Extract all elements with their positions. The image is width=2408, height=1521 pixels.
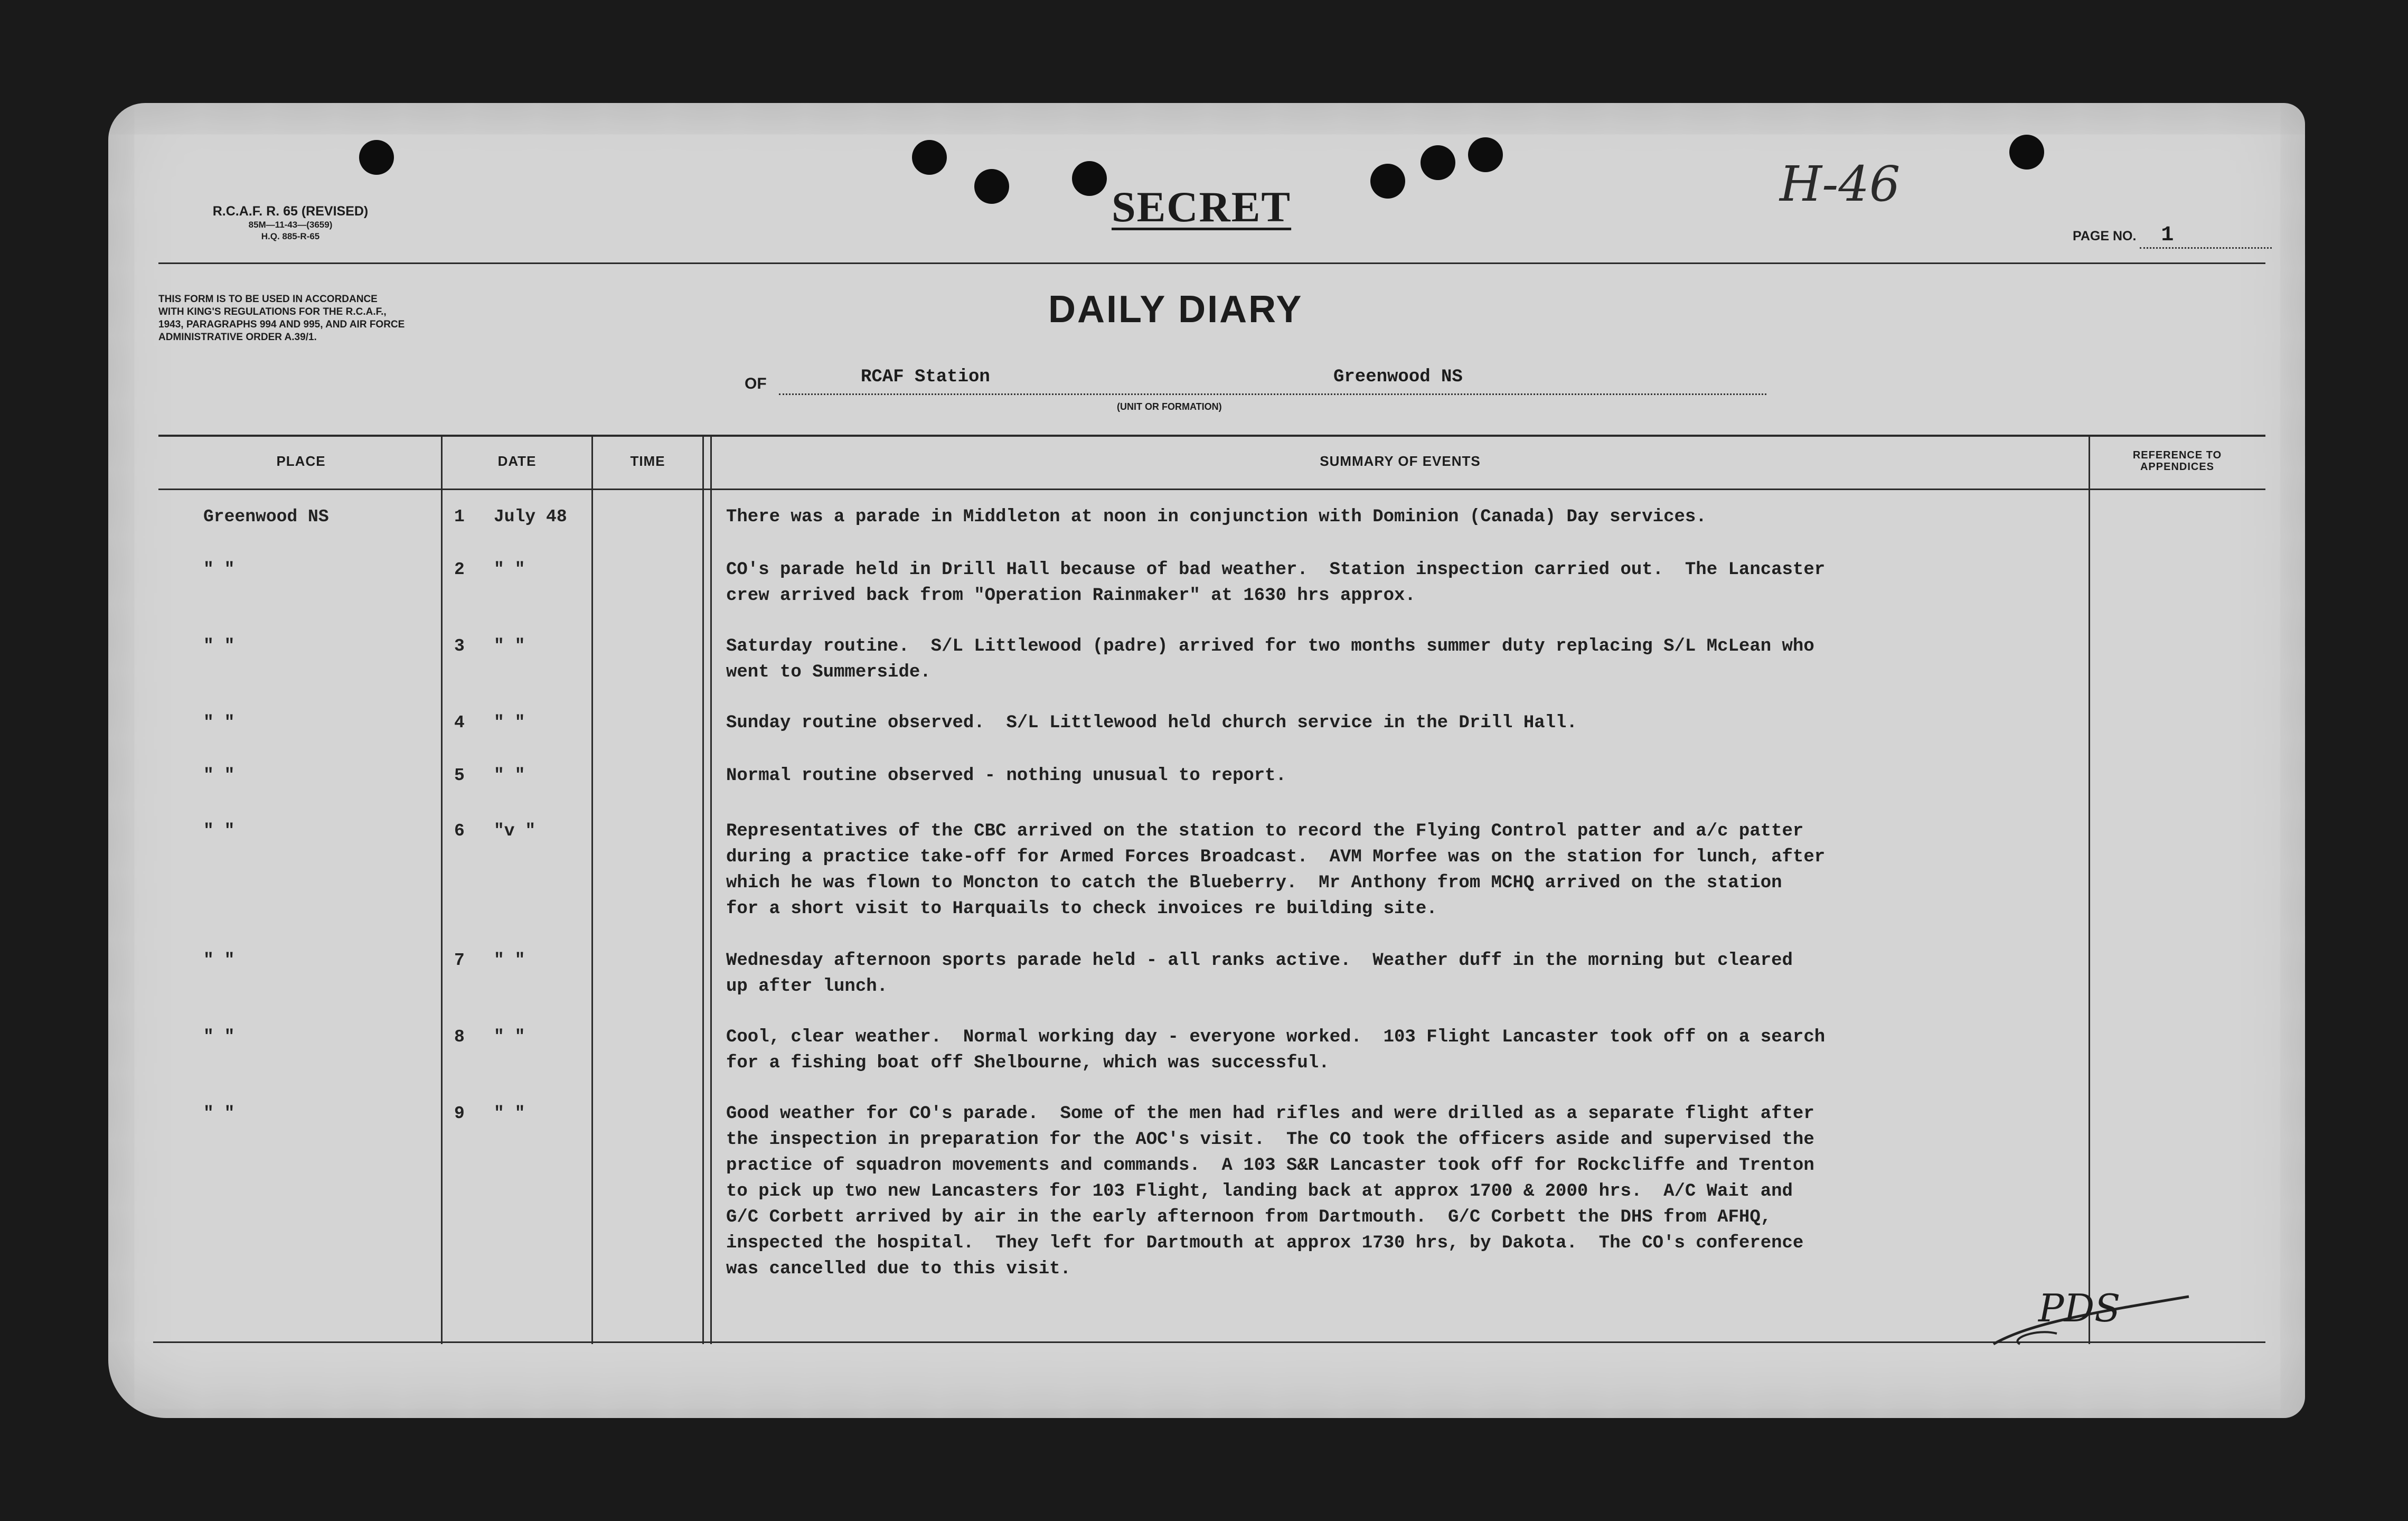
entry-month: "v " [494, 821, 536, 841]
form-title: DAILY DIARY [1048, 288, 1303, 331]
entry-place: " " [203, 766, 235, 785]
diary-form-card [108, 103, 2305, 1418]
entry-day: 9 [454, 1104, 465, 1123]
entry-place: " " [203, 713, 235, 733]
header-reference [2090, 449, 2264, 473]
entry-month: " " [494, 951, 525, 970]
entry-month: " " [494, 560, 525, 579]
unit-location: Greenwood NS [1333, 367, 1463, 387]
entry-month: July 48 [494, 507, 567, 527]
page-number-value: 1 [2140, 223, 2272, 249]
column-divider [591, 436, 593, 1344]
instruction-line: WITH KING'S REGULATIONS FOR THE R.C.A.F., [158, 306, 387, 317]
signature-initials [1988, 1275, 2210, 1355]
entry-place: " " [203, 1104, 235, 1123]
entry-day: 3 [454, 636, 465, 656]
entry-day: 4 [454, 713, 465, 733]
entry-day: 8 [454, 1027, 465, 1047]
entry-month: " " [494, 766, 525, 785]
entry-day: 1 [454, 507, 465, 527]
entry-summary: There was a parade in Middleton at noon in conjunction with Dominion (Canada) Day services. [726, 507, 1707, 527]
entry-summary: Wednesday afternoon sports parade held - all ranks active. Weather duff in the morning but cleared up after lunch. [726, 951, 1793, 997]
punch-hole [1468, 137, 1503, 172]
column-divider [441, 436, 443, 1344]
entry-summary: Good weather for CO's parade. Some of the men had rifles and were drilled as a separate flight after the inspection in preparation for the AOC's visit. The CO took the officers aside and supervised the practice of squadron movements and commands. A 103 S&R Lancaster took off for Rockcliffe and Trenton to pick up two new Lancasters for 103 Flight, landing back at approx 1700 & 2000 hrs. A/C Wait and G/C Corbett arrived by air in the early afternoon from Dartmouth. G/C Corbett the DHS from AFHQ, inspected the hospital. They left for Dartmouth at approx 1730 hrs, by Dakota. The CO's conference was cancelled due to this visit. [726, 1104, 1814, 1279]
entry-month: " " [494, 636, 525, 656]
column-divider [710, 436, 712, 1344]
header-reference-line2: APPENDICES [2140, 461, 2215, 473]
entry-summary: Representatives of the CBC arrived on the station to record the Flying Control patter and a/c patter during a practice take-off for Armed Forces Broadcast. AVM Morfee was on the station for lunch, after which he was flown to Moncton to catch the Blueberry. Mr Anthony from MCHQ arrived on the station for a short visit to Harquails to check invoices re building site. [726, 821, 1826, 919]
entry-summary: Saturday routine. S/L Littlewood (padre) arrived for two months summer duty replacing S/L McLean who went to Summerside. [726, 636, 1814, 682]
entry-place: Greenwood NS [203, 507, 329, 527]
entry-place: " " [203, 560, 235, 579]
punch-hole [359, 140, 394, 175]
signature-text: PDS [2038, 1286, 2121, 1330]
punch-hole [2009, 135, 2044, 170]
header-summary: SUMMARY OF EVENTS [1320, 453, 1481, 469]
table-bottom-rule [153, 1341, 2265, 1343]
unit-dotted-line [779, 393, 1766, 395]
table-header-rule [158, 489, 2265, 490]
instruction-line: 1943, PARAGRAPHS 994 AND 995, AND AIR FORCE [158, 319, 405, 330]
entry-month: " " [494, 713, 525, 733]
form-id-line2: 85M—11-43—(3659) [248, 220, 333, 230]
entry-day: 2 [454, 560, 465, 579]
entry-summary: CO's parade held in Drill Hall because of bad weather. Station inspection carried out. The Lancaster crew arrived back from "Operation Rainmaker" at 1630 hrs approx. [726, 560, 1826, 606]
header-date: DATE [497, 453, 537, 469]
entry-place: " " [203, 636, 235, 656]
entry-day: 5 [454, 766, 465, 785]
entry-day: 7 [454, 951, 465, 970]
entry-place: " " [203, 951, 235, 970]
column-divider [702, 436, 704, 1344]
page-number-field [2073, 223, 2272, 249]
classification-heading: SECRET [1112, 183, 1292, 231]
punch-hole [1072, 161, 1107, 196]
form-id-line3: H.Q. 885-R-65 [261, 231, 320, 241]
entry-summary: Sunday routine observed. S/L Littlewood held church service in the Drill Hall. [726, 713, 1577, 733]
entry-summary: Cool, clear weather. Normal working day - everyone worked. 103 Flight Lancaster took off on a search for a fishing boat off Shelbourne, which was successful. [726, 1027, 1826, 1073]
entry-month: " " [494, 1104, 525, 1123]
form-identifier [166, 203, 415, 242]
handwritten-reference: H-46 [1780, 156, 1901, 212]
table-top-rule [158, 435, 2265, 437]
instruction-line: ADMINISTRATIVE ORDER A.39/1. [158, 332, 317, 343]
unit-caption: (UNIT OR FORMATION) [1117, 401, 1222, 412]
of-label: OF [745, 375, 767, 392]
punch-hole [1421, 145, 1455, 180]
form-id-line1: R.C.A.F. R. 65 (REVISED) [212, 204, 369, 219]
header-rule [158, 262, 2265, 264]
punch-hole [912, 140, 947, 175]
header-reference-line1: REFERENCE TO [2132, 449, 2222, 461]
page-number-label: PAGE NO. [2073, 229, 2137, 243]
entry-summary: Normal routine observed - nothing unusual to report. [726, 766, 1286, 786]
unit-name: RCAF Station [861, 367, 990, 387]
entry-place: " " [203, 821, 235, 841]
header-place: PLACE [276, 453, 326, 469]
instruction-line: THIS FORM IS TO BE USED IN ACCORDANCE [158, 294, 378, 305]
punch-hole [974, 169, 1009, 204]
entry-place: " " [203, 1027, 235, 1047]
punch-hole [1370, 164, 1405, 199]
form-instructions [158, 293, 560, 344]
entry-month: " " [494, 1027, 525, 1047]
entry-day: 6 [454, 821, 465, 841]
header-time: TIME [630, 453, 665, 469]
